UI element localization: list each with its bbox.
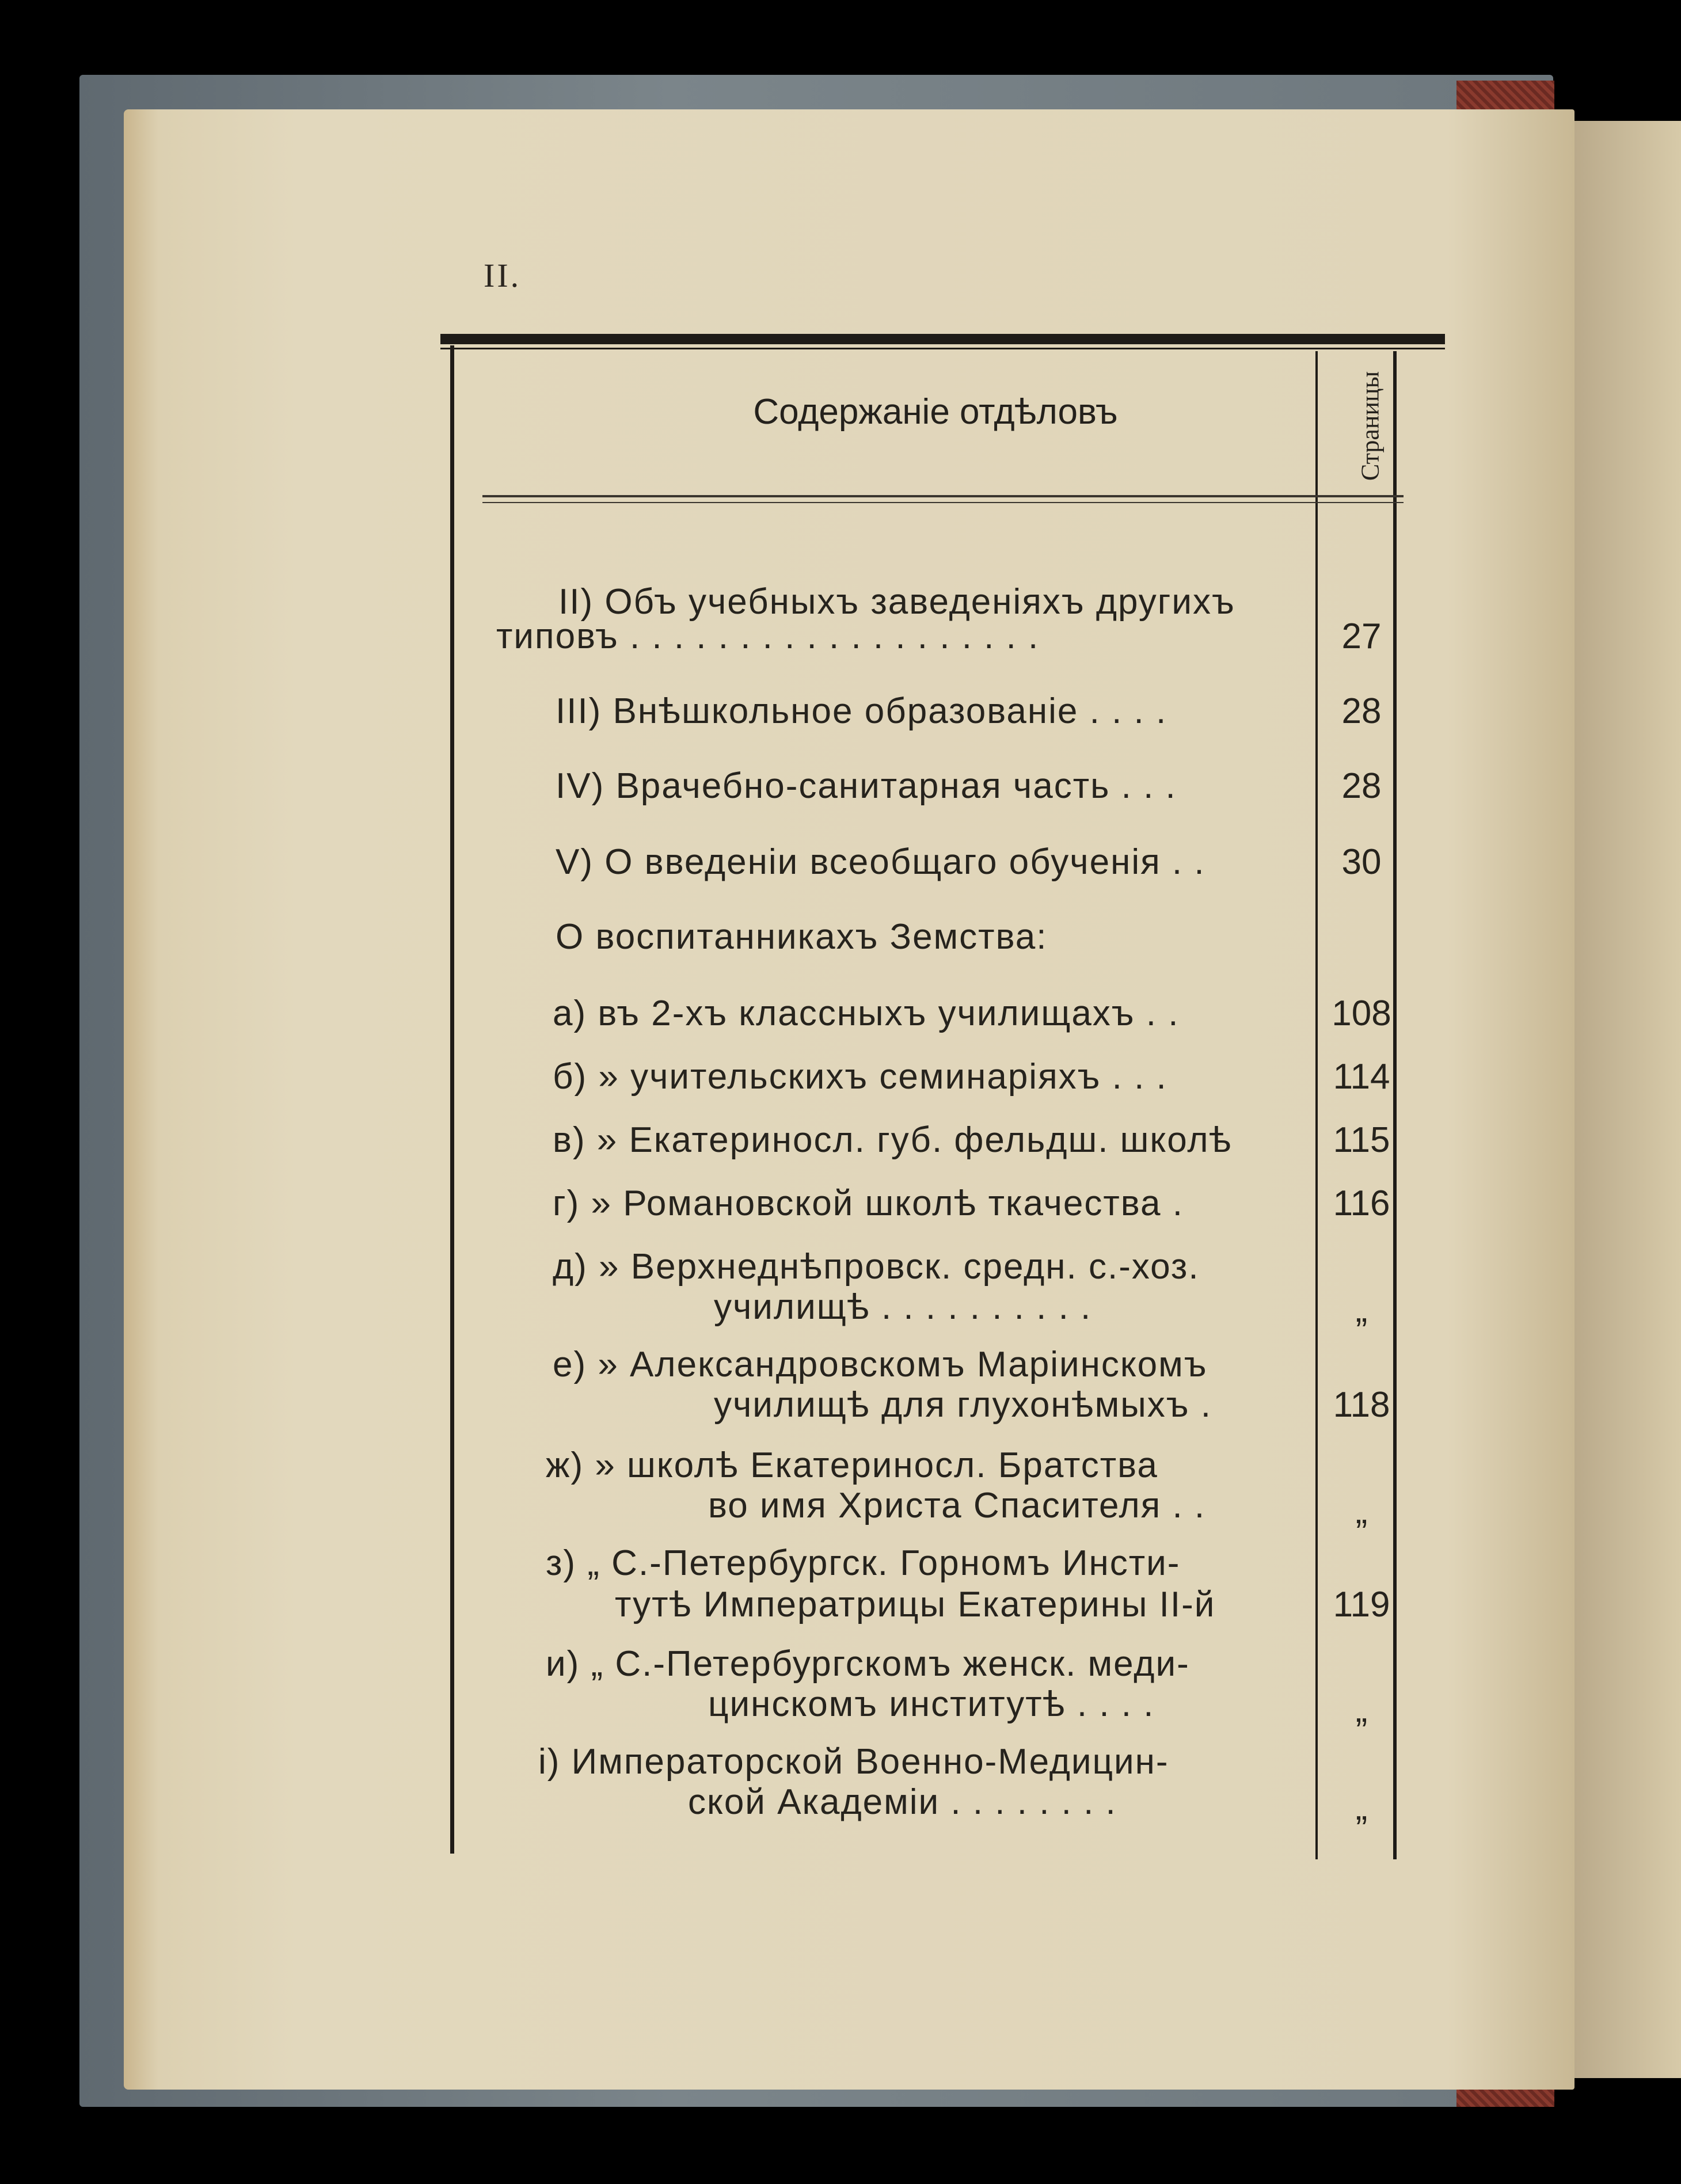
toc-entry-zh-line1: ж) » школѣ Екатериносл. Братства (546, 1445, 1158, 1485)
toc-page-d: „ (1355, 1290, 1368, 1330)
header-rule (482, 495, 1404, 497)
contents-title: Содержаніе отдѣловъ (753, 392, 1118, 432)
toc-page-z: 119 (1333, 1585, 1390, 1624)
pages-column-header (1344, 360, 1396, 492)
toc-page-1: 27 (1341, 617, 1382, 656)
left-border (450, 345, 454, 1854)
toc-entry-i-line2: цинскомъ институтѣ . . . . (708, 1684, 1155, 1724)
toc-page-3: 28 (1341, 766, 1382, 806)
toc-page-a: 108 (1332, 994, 1391, 1033)
toc-entry-z-line2: тутѣ Императрицы Екатерины II-й (615, 1585, 1216, 1624)
toc-entry-v: в) » Екатериносл. губ. фельдш. школѣ (553, 1120, 1233, 1160)
right-border (1393, 351, 1397, 1859)
facing-page-edge (1572, 121, 1681, 2078)
top-rule (440, 334, 1445, 344)
toc-entry-d-line1: д) » Верхнеднѣпровск. средн. с.-хоз. (553, 1247, 1200, 1287)
toc-entry-1-line1: II) Объ учебныхъ заведеніяхъ другихъ (558, 582, 1235, 622)
toc-page-e: 118 (1333, 1385, 1390, 1425)
top-rule-thin (440, 348, 1445, 349)
toc-entry-3: IV) Врачебно-санитарная часть . . . (556, 766, 1177, 806)
toc-entry-b: б) » учительскихъ семинаріяхъ . . . (553, 1057, 1167, 1097)
page-number: II. (484, 257, 522, 294)
header-rule-thin (482, 502, 1404, 503)
toc-page-zh: „ (1355, 1491, 1368, 1531)
toc-entry-ii-line1: і) Императорской Военно-Медицин- (538, 1742, 1169, 1782)
toc-entry-zh-line2: во имя Христа Спасителя . . (708, 1486, 1206, 1525)
toc-entry-i-line1: и) „ С.-Петербургскомъ женск. меди- (546, 1644, 1190, 1684)
toc-entry-4: V) О введеніи всеобщаго обученія . . (556, 842, 1205, 882)
toc-entry-z-line1: з) „ С.-Петербургск. Горномъ Инсти- (546, 1543, 1181, 1583)
toc-entry-2: III) Внѣшкольное образованіе . . . . (556, 691, 1167, 731)
toc-page-b: 114 (1333, 1057, 1390, 1097)
toc-entry-e-line1: е) » Александровскомъ Маріинскомъ (553, 1345, 1208, 1384)
pages-column-label: Страницы (1356, 371, 1385, 481)
toc-entry-g: г) » Романовской школѣ ткачества . (553, 1184, 1184, 1223)
toc-page-4: 30 (1341, 842, 1382, 882)
toc-page-ii: „ (1355, 1788, 1368, 1828)
toc-entry-d-line2: училищѣ . . . . . . . . . . (714, 1287, 1092, 1327)
toc-page-2: 28 (1341, 691, 1382, 731)
toc-entry-e-line2: училищѣ для глухонѣмыхъ . (714, 1385, 1212, 1425)
toc-entry-1-line2: типовъ . . . . . . . . . . . . . . . . . . . (496, 617, 1040, 656)
toc-page-v: 115 (1333, 1120, 1390, 1160)
column-divider (1315, 351, 1318, 1859)
toc-page-i: „ (1355, 1690, 1368, 1730)
toc-entry-a: а) въ 2-хъ классныхъ училищахъ . . (553, 994, 1180, 1033)
toc-entry-ii-line2: ской Академіи . . . . . . . . (688, 1782, 1117, 1822)
toc-page-g: 116 (1333, 1184, 1390, 1223)
toc-subheading: О воспитанникахъ Земства: (556, 917, 1048, 957)
